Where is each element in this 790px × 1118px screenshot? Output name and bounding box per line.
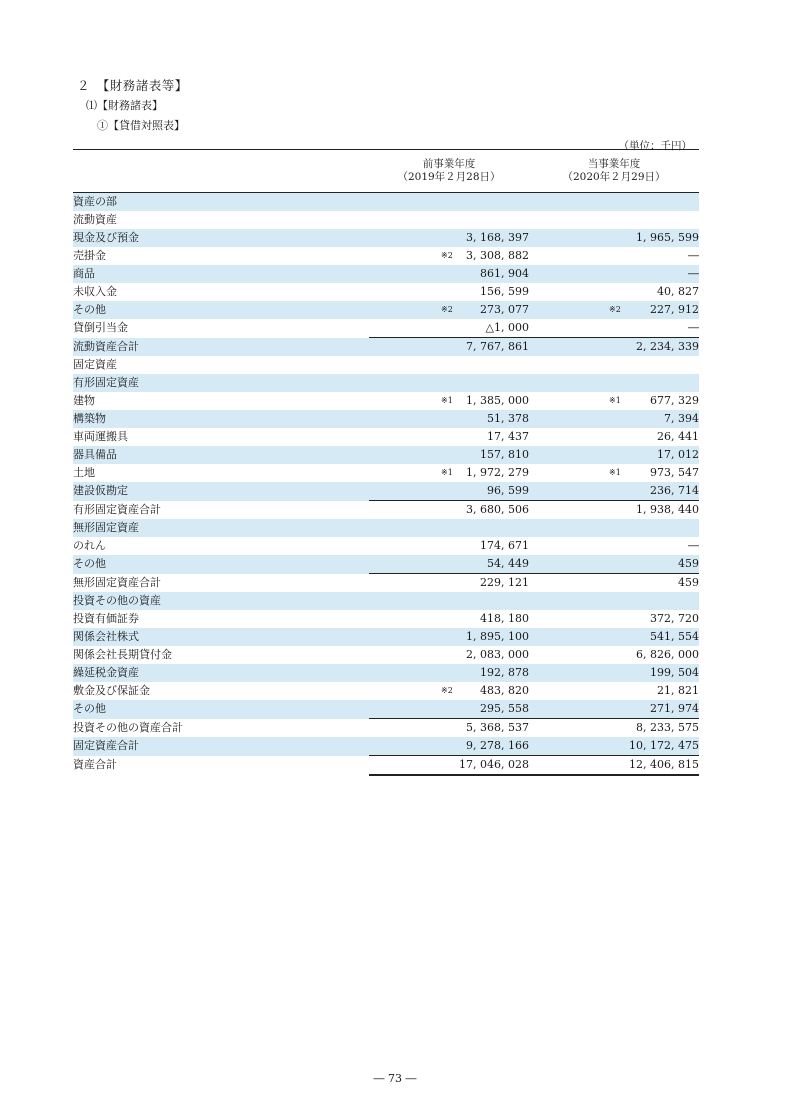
prev-year-value-cell [369,374,529,392]
unit-label: （単位：千円） [618,140,692,152]
prev-year-value: 192, 878 [480,666,529,679]
curr-year-date: （2020年２月29日） [562,171,666,183]
curr-year-value-cell [529,464,699,482]
row-label: 資産の部 [73,193,369,212]
table-row [73,410,699,428]
prev-year-value: 295, 558 [480,702,529,715]
curr-year-value: 459 [678,557,699,570]
table-row [73,283,699,301]
curr-year-value: 26, 441 [657,430,699,443]
curr-year-value-cell [529,374,699,392]
curr-year-value-cell [529,410,699,428]
prev-year-date: （2019年２月28日） [397,171,501,183]
curr-year-value: 7, 394 [664,412,699,425]
table-row [73,537,699,555]
curr-year-value-cell [529,519,699,537]
page-number: ― 73 ― [373,1072,417,1085]
prev-year-value: 418, 180 [480,612,529,625]
prev-year-value: 1, 895, 100 [466,630,529,643]
prev-year-value-cell [369,482,529,501]
prev-year-value-cell [369,338,529,357]
prev-year-value-cell [369,646,529,664]
row-label: 無形固定資産合計 [73,575,161,589]
curr-year-value: 372, 720 [650,612,699,625]
prev-year-value-cell [369,700,529,719]
row-label: 投資その他の資産 [73,592,369,610]
table-row [73,338,699,357]
prev-year-value: 17, 046, 028 [459,758,529,771]
curr-year-value: 236, 714 [650,484,699,497]
prev-year-value-cell [369,464,529,482]
prev-year-value-cell [369,682,529,700]
row-label: 投資その他の資産合計 [73,720,183,734]
prev-year-value-cell [369,265,529,283]
prev-year-value: 483, 820 [480,684,529,697]
table-row [73,610,699,628]
curr-year-value: 40, 827 [657,285,699,298]
table-row [73,356,699,374]
prev-year-value: 174, 671 [480,539,529,552]
row-label: 構築物 [73,410,369,428]
curr-year-value-cell [529,482,699,501]
prev-year-value: 156, 599 [480,285,529,298]
prev-year-value-cell [369,719,529,738]
row-label: 敷金及び保証金 [73,684,150,697]
curr-year-value: 1, 938, 440 [636,503,699,516]
prev-year-note-mark: ※2 [441,686,453,695]
row-label: 無形固定資産 [73,519,369,537]
row-label: 投資有価証券 [73,612,139,625]
curr-year-value: 271, 974 [650,702,699,715]
row-label: 売掛金 [73,249,106,262]
curr-year-value-cell [529,428,699,446]
curr-year-value-cell [529,737,699,756]
row-label: 流動資産 [73,213,117,226]
item-heading: ①【貸借対照表】 [97,119,185,132]
table-row [73,482,699,501]
table-row [73,519,699,537]
prev-year-value: 54, 449 [487,557,529,570]
prev-year-value: 861, 904 [480,267,529,280]
curr-year-value-cell [529,574,699,593]
prev-year-value-cell [369,410,529,428]
label-column-header [73,150,369,193]
row-label: 関係会社長期貸付金 [73,648,172,661]
prev-year-value-cell [369,193,529,212]
curr-year-value: ― [688,321,699,334]
curr-year-value-cell [529,719,699,738]
table-row [73,592,699,610]
prev-year-value-cell [369,737,529,756]
curr-year-title: 当事業年度 [587,158,641,170]
prev-year-value-cell [369,392,529,410]
table-row [73,756,699,776]
table-row [73,737,699,756]
curr-year-value-cell [529,211,699,229]
table-row [73,719,699,738]
curr-year-value-cell [529,555,699,574]
curr-year-note-mark: ※1 [609,468,621,477]
prev-year-value-cell [369,319,529,338]
prev-year-value: 1, 972, 279 [466,466,529,479]
curr-year-value: 1, 965, 599 [636,231,699,244]
curr-year-value-cell [529,319,699,338]
curr-year-value: 6, 826, 000 [636,648,699,661]
curr-year-value-cell [529,664,699,682]
curr-year-value: 973, 547 [650,466,699,479]
prev-year-value-cell [369,610,529,628]
curr-year-note-mark: ※1 [609,396,621,405]
prev-year-value: 273, 077 [480,303,529,316]
curr-year-value-cell [529,646,699,664]
curr-year-column-header [529,150,699,193]
curr-year-note-mark: ※2 [609,305,621,314]
curr-year-value-cell [529,247,699,265]
prev-year-value: 17, 437 [487,430,529,443]
curr-year-value: 2, 234, 339 [636,340,699,353]
prev-year-title: 前事業年度 [422,158,476,170]
balance-sheet-table [73,149,699,776]
table-row [73,646,699,664]
row-label: その他 [73,301,369,319]
curr-year-value: 21, 821 [657,684,699,697]
table-row [73,319,699,338]
table-row [73,446,699,464]
prev-year-value-cell [369,211,529,229]
row-label: 車両運搬具 [73,430,128,443]
curr-year-value-cell [529,265,699,283]
row-label: 関係会社株式 [73,628,369,646]
prev-year-value-cell [369,247,529,265]
table-row [73,700,699,719]
prev-year-value: 9, 278, 166 [466,739,529,752]
prev-year-value: 2, 083, 000 [466,648,529,661]
row-label: 固定資産 [73,358,117,371]
table-row [73,574,699,593]
prev-year-value: 96, 599 [487,484,529,497]
prev-year-value: 3, 680, 506 [466,503,529,516]
row-label: 現金及び預金 [73,229,369,247]
prev-year-note-mark: ※1 [441,468,453,477]
curr-year-value: 8, 233, 575 [636,721,699,734]
prev-year-note-mark: ※1 [441,396,453,405]
curr-year-value-cell [529,301,699,319]
table-row [73,301,699,319]
prev-year-value: 3, 168, 397 [466,231,529,244]
prev-year-value-cell [369,664,529,682]
curr-year-value-cell [529,610,699,628]
curr-year-value: 227, 912 [650,303,699,316]
curr-year-value-cell [529,501,699,520]
row-label: 土地 [73,466,95,479]
prev-year-value-cell [369,592,529,610]
curr-year-value: 10, 172, 475 [629,739,699,752]
table-row [73,247,699,265]
curr-year-value-cell [529,700,699,719]
table-body [73,193,699,776]
table-row [73,193,699,212]
row-label: 未収入金 [73,285,117,298]
table-row [73,664,699,682]
curr-year-value-cell [529,537,699,555]
curr-year-value-cell [529,446,699,464]
prev-year-value-cell [369,574,529,593]
row-label: その他 [73,700,369,719]
prev-year-value-cell [369,229,529,247]
table-row [73,374,699,392]
table-row [73,501,699,520]
prev-year-value: △1, 000 [485,321,529,334]
prev-year-value-cell [369,555,529,574]
table-header-row [73,150,699,193]
row-label: 繰延税金資産 [73,664,369,682]
curr-year-value-cell [529,628,699,646]
curr-year-value-cell [529,229,699,247]
curr-year-value-cell [529,283,699,301]
prev-year-value-cell [369,628,529,646]
prev-year-value-cell [369,428,529,446]
curr-year-value: 12, 406, 815 [629,758,699,771]
prev-year-value-cell [369,501,529,520]
prev-year-value: 5, 368, 537 [466,721,529,734]
prev-year-value: 229, 121 [480,576,529,589]
table-row [73,628,699,646]
curr-year-value: 199, 504 [650,666,699,679]
row-label: 固定資産合計 [73,737,369,756]
row-label: 貸倒引当金 [73,321,128,335]
prev-year-value-cell [369,356,529,374]
prev-year-note-mark: ※2 [441,305,453,314]
subsection-heading: ⑴【財務諸表】 [86,99,163,112]
table-row [73,229,699,247]
curr-year-value: 677, 329 [650,394,699,407]
curr-year-value-cell [529,338,699,357]
section-heading: ２ 【財務諸表等】 [77,78,188,93]
row-label: 器具備品 [73,446,369,464]
prev-year-note-mark: ※2 [441,251,453,260]
curr-year-value-cell [529,682,699,700]
table-row [73,555,699,574]
row-label: 建物 [73,394,95,407]
table-row [73,265,699,283]
curr-year-value: ― [688,249,699,262]
prev-year-value-cell [369,283,529,301]
prev-year-column-header [369,150,529,193]
table-row [73,428,699,446]
prev-year-value-cell [369,519,529,537]
curr-year-value-cell [529,193,699,212]
row-label: 有形固定資産 [73,374,369,392]
curr-year-value-cell [529,356,699,374]
prev-year-value: 51, 378 [487,412,529,425]
curr-year-value: 17, 012 [657,448,699,461]
row-label: その他 [73,555,369,574]
row-label: 建設仮勘定 [73,482,369,501]
row-label: 資産合計 [73,758,117,772]
prev-year-value: 1, 385, 000 [466,394,529,407]
curr-year-value-cell [529,756,699,776]
table-row [73,211,699,229]
prev-year-value: 7, 767, 861 [466,340,529,353]
curr-year-value: ― [688,539,699,552]
row-label: 流動資産合計 [73,338,369,357]
row-label: のれん [73,539,106,552]
curr-year-value: ― [688,267,699,280]
curr-year-value-cell [529,592,699,610]
prev-year-value-cell [369,756,529,776]
table-row [73,392,699,410]
curr-year-value: 541, 554 [650,630,699,643]
prev-year-value-cell [369,301,529,319]
row-label: 商品 [73,265,369,283]
curr-year-value: 459 [678,576,699,589]
curr-year-value-cell [529,392,699,410]
table-row [73,464,699,482]
prev-year-value-cell [369,537,529,555]
table-row [73,682,699,700]
prev-year-value: 3, 308, 882 [466,249,529,262]
prev-year-value: 157, 810 [480,448,529,461]
row-label: 有形固定資産合計 [73,502,161,516]
prev-year-value-cell [369,446,529,464]
